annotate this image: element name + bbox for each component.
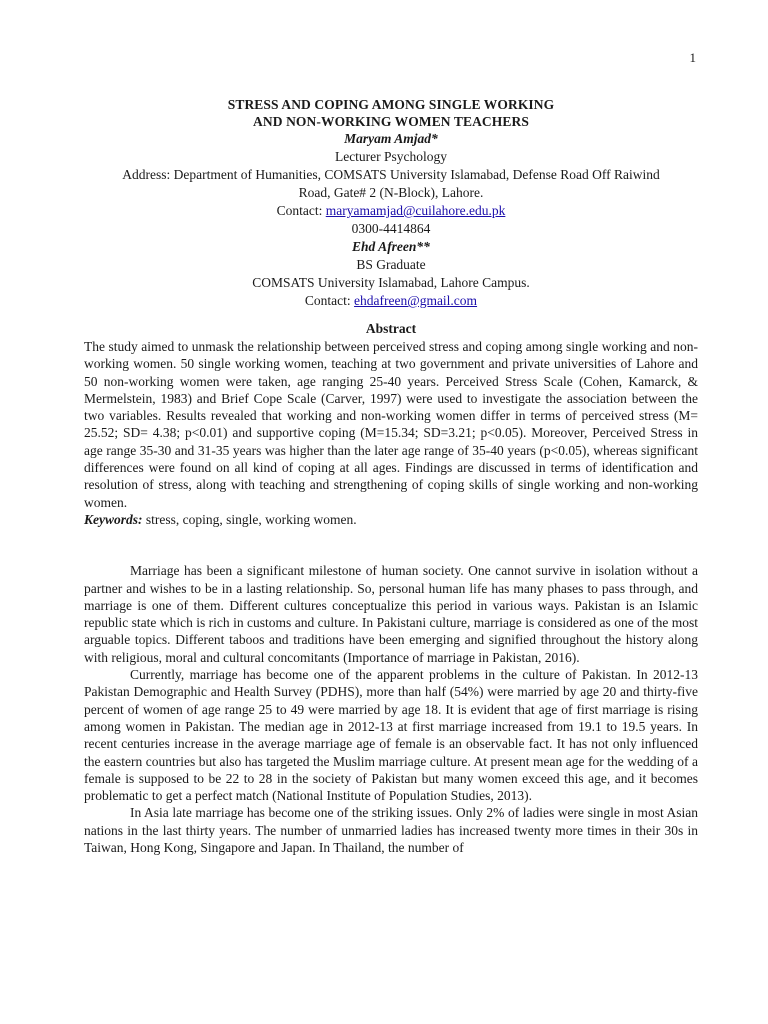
author-2-institution: COMSATS University Islamabad, Lahore Campus. [252,275,530,290]
author-2-position: BS Graduate [356,257,426,272]
abstract-text: The study aimed to unmask the relationship between perceived stress and coping among single working and non-working women. 50 single working women, teaching at two government and private universities of Lahore and 50 non-working women were taken, age ranging 25-40 years. Perceived Stress Scale (Cohen, Kamarck, & Mermelstein, 1983) and Brief Cope Scale (Carver, 1997) were used to investigate the association between the two variables. Results revealed that working and non-working women differ in terms of perceived stress (M= 25.52; SD= 4.38; p<0.01) and supportive coping (M=15.34; SD=3.21; p<0.05). Moreover, Perceived Stress in age range 35-30 and 31-35 years was higher than the later age range of 35-40 years (p<0.05), whereas significant differences were found on all kind of coping at all ages. Findings are discussed in terms of identification and resolution of stress, along with teaching and strengthening of coping skills of single working and non-working women. [84,339,698,510]
author-2-contact-label: Contact: [304,293,355,308]
author-1-email-link[interactable]: maryamamjad@cuilahore.edu.pk [325,203,506,218]
body-paragraph-2: Currently, marriage has become one of the apparent problems in the culture of Pakistan. In 2012-13 Pakistan Demographic and Health Survey (PDHS), more than half (54%) were married by age 20 and thirty-five percent of women of age range 25 to 49 were married by age 18. It is evident that age of first marriage is rising among women in Pakistan. The median age in 2012-13 at first marriage increased from 19.1 to 19.5 years. In recent centuries increase in the average marriage age of female is an observable fact. It has not only influenced the eastern countries but also has targeted the Muslim marriage culture. At present mean age for the wedding of a female is supposed to be 22 to 28 in the society of Pakistan but many women exceed this age, and it becomes problematic to get a perfect match (National Institute of Population Studies, 2013). [84,667,698,804]
author-1-contact [84,202,698,220]
paper-title [84,96,698,130]
author-2-email-link[interactable]: ehdafreen@gmail.com [354,293,478,308]
keywords-text: stress, coping, single, working women. [142,511,357,527]
author-1-address-line-1: Address: Department of Humanities, COMSATS University Islamabad, Defense Road Off Raiwind [122,167,660,182]
body-paragraph-1: Marriage has been a significant milestone of human society. One cannot survive in isolation without a partner and wishes to be in a lasting relationship. So, personal human life has many phases to pass through, and marriage is one of them. Different cultures conceptualize this period in various ways. Pakistan is an Islamic republic state which is rich in customs and culture. In Pakistani culture, marriage is considered as one of the most arguable topics. Different taboos and traditions have been emerging and signified throughout the history along with religious, moral and cultural concomitants (Importance of marriage in Pakistan, 2016). [84,563,698,665]
author-1-contact-label: Contact: [276,203,326,218]
author-1-phone: 0300-4414864 [351,221,431,236]
body-paragraph-3: In Asia late marriage has become one of the striking issues. Only 2% of ladies were single in most Asian nations in the last thirty years. The number of unmarried ladies has increased twenty more times in their 30s in Taiwan, Hong Kong, Singapore and Japan. In Thailand, the number of [84,805,698,856]
author-1-position: Lecturer Psychology [334,149,448,164]
title-line-2: AND NON-WORKING WOMEN TEACHERS [253,114,529,129]
author-2-name: Ehd Afreen** [352,239,430,254]
title-line-1: STRESS AND COPING AMONG SINGLE WORKING [227,97,555,112]
keywords [84,511,698,528]
author-2-contact [84,292,698,310]
page-number: 1 [689,50,696,65]
abstract-heading: Abstract [365,321,417,336]
paper-content [84,96,698,856]
author-1-block [84,130,698,238]
author-2-block [84,238,698,310]
section-spacer [84,528,698,562]
author-1-address-line-2: Road, Gate# 2 (N-Block), Lahore. [298,185,484,200]
body-text [84,562,698,856]
keywords-label: Keywords: [84,511,143,527]
author-1-name: Maryam Amjad* [344,131,438,146]
